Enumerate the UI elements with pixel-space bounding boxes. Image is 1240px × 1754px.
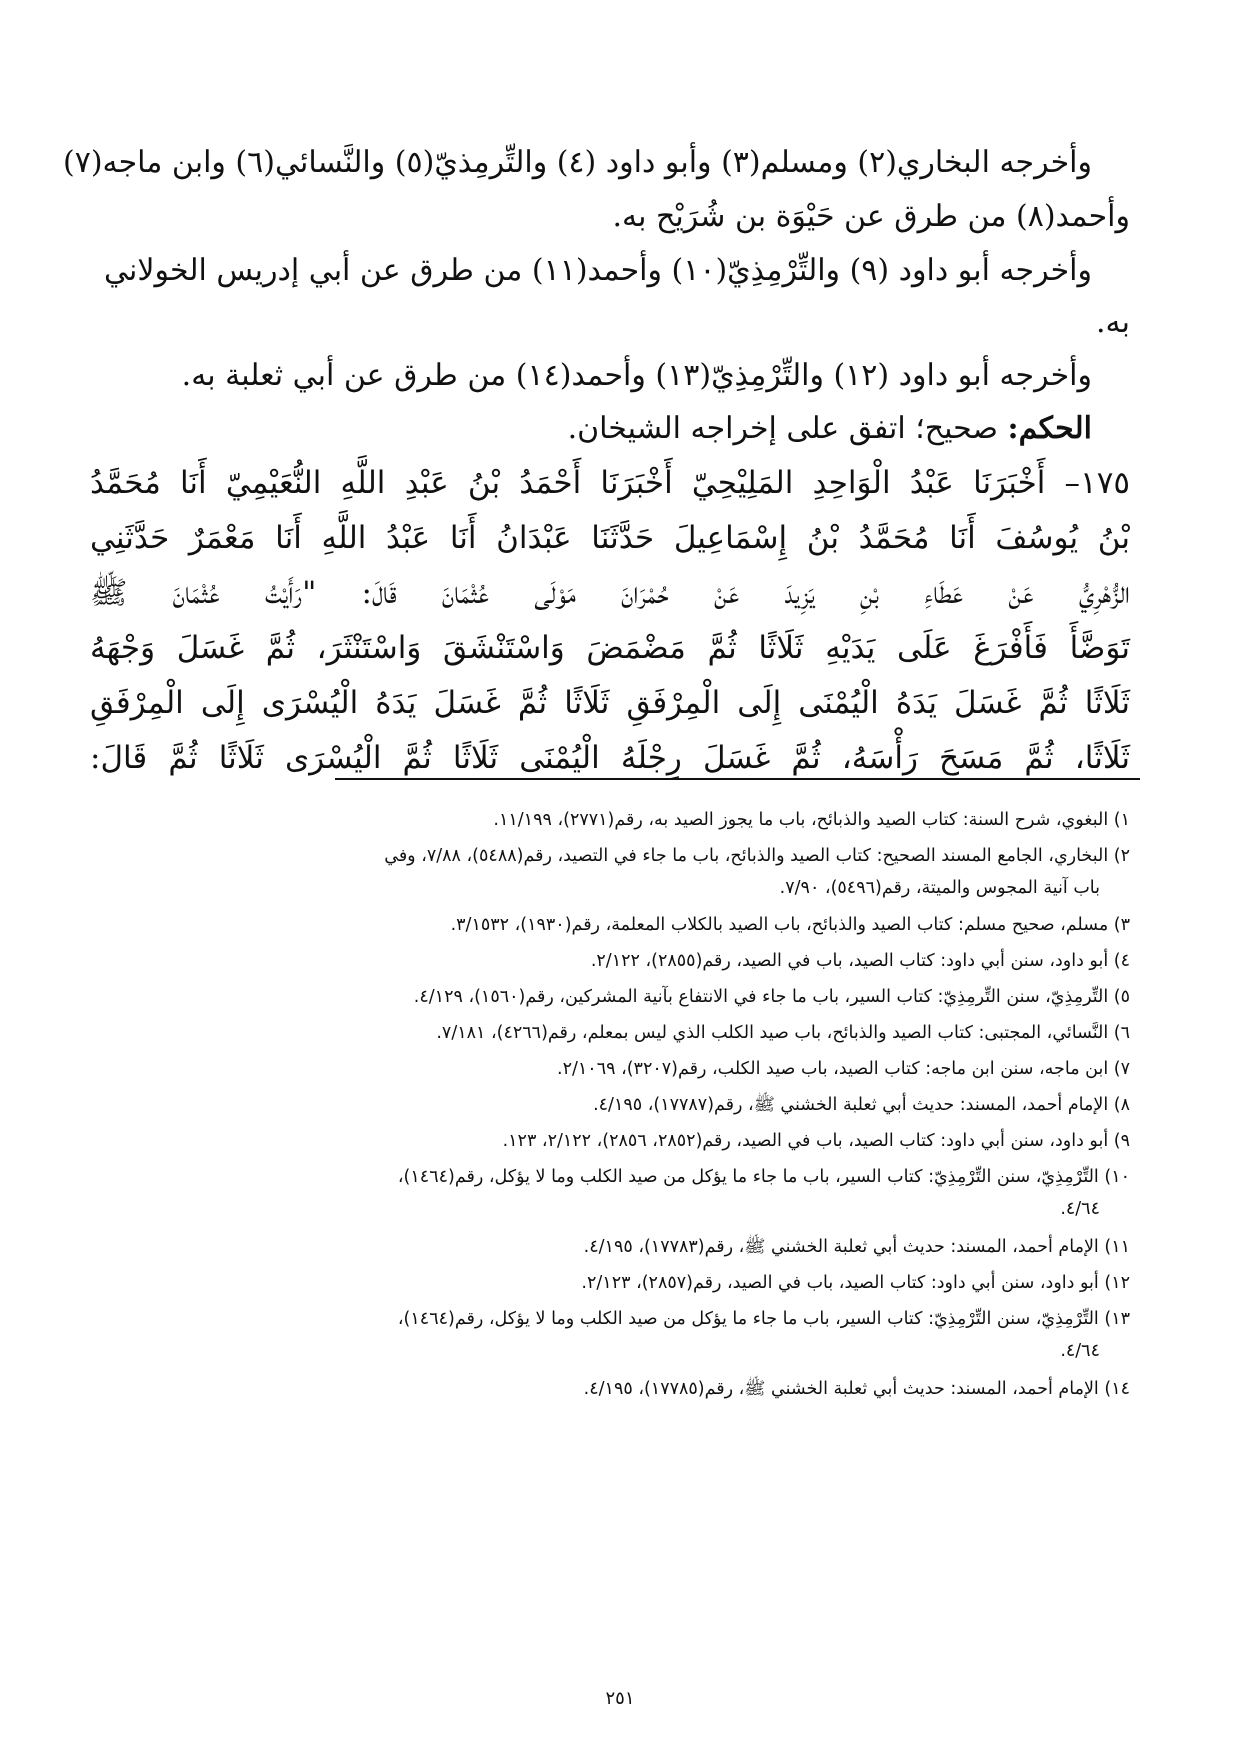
hadith-line: الزُّهْرِيُّ عَنْ عَطَاءِ بْنِ يَزِيدَ عَنْ حُمْرَانَ مَوْلَى عُثْمَانَ قَالَ: "رَأَيْتُ عُثْمَانَ ﷺ — [90, 575, 1130, 611]
footnote: ٩) أبو داود، سنن أبي داود: كتاب الصيد، باب في الصيد، رقم(٢٨٥٢، ٢٨٥٦)، ٢/١٢٢، ١٢٣. — [502, 1131, 1130, 1151]
footnote: ٢) البخاري، الجامع المسند الصحيح: كتاب الصيد والذبائح، باب ما جاء في التصيد، رقم(٥٤٨٨)، ٧/٨٨، وفي — [384, 846, 1130, 866]
footnote: ٧) ابن ماجه، سنن ابن ماجه: كتاب الصيد، باب صيد الكلب، رقم(٣٢٠٧)، ٢/١٠٦٩. — [557, 1059, 1130, 1079]
ruling-label: الحكم: — [1007, 411, 1092, 446]
hadith-line: ثَلَاثًا، ثُمَّ مَسَحَ رَأْسَهُ، ثُمَّ غَسَلَ رِجْلَهُ الْيُمْنَى ثَلَاثًا ثُمَّ الْيُسْرَى ثَلَاثًا ثُمَّ قَالَ: — [90, 740, 1130, 776]
footnote: ١٣) التِّرْمِذِيّ، سنن التِّرْمِذِيّ: كتاب السير، باب ما جاء ما يؤكل من صيد الكلب وما لا يؤكل، رقم(١٤٦٤)، — [397, 1309, 1130, 1329]
ruling-line — [90, 401, 1130, 457]
footnote-continuation: ٤/٦٤. — [1060, 1341, 1100, 1361]
footnote-continuation: ٤/٦٤. — [1060, 1199, 1100, 1219]
footnote: ٤) أبو داود، سنن أبي داود: كتاب الصيد، باب في الصيد، رقم(٢٨٥٥)، ٢/١٢٢. — [590, 951, 1130, 971]
footnote: ١٤) الإمام أحمد، المسند: حديث أبي ثعلبة الخشني ﷺ، رقم(١٧٧٨٥)، ٤/١٩٥. — [583, 1379, 1130, 1399]
hadith-line: ١٧٥– أَخْبَرَنَا عَبْدُ الْوَاحِدِ المَلِيْحِيّ أَخْبَرَنَا أَحْمَدُ بْنُ عَبْدِ اللَّهِ النُّعَيْمِيّ أَنَا مُحَمَّدُ — [90, 465, 1130, 501]
footnote-continuation: باب آنية المجوس والميتة، رقم(٥٤٩٦)، ٧/٩٠. — [779, 878, 1100, 898]
footnote: ٦) النَّسائي، المجتبى: كتاب الصيد والذبائح، باب صيد الكلب الذي ليس بمعلم، رقم(٤٢٦٦)، ٧/١٨١. — [436, 1023, 1130, 1043]
page-number: ٢٥١ — [605, 1688, 635, 1709]
footnote: ١٢) أبو داود، سنن أبي داود: كتاب الصيد، باب في الصيد، رقم(٢٨٥٧)، ٢/١٢٣. — [581, 1273, 1130, 1293]
takhrij-paragraph-3: وأخرجه أبو داود (١٢) والتِّرْمِذِيّ(١٣) وأحمد(١٤) من طرق عن أبي ثعلبة به. — [181, 358, 1092, 393]
footnote: ١١) الإمام أحمد، المسند: حديث أبي ثعلبة الخشني ﷺ، رقم(١٧٧٨٣)، ٤/١٩٥. — [583, 1237, 1130, 1257]
footnote: ٥) التِّرمِذِيّ، سنن التِّرمِذِيّ: كتاب السير، باب ما جاء في الانتفاع بآنية المشركين، رقم(١٥٦٠)، ٤/١٢٩. — [413, 987, 1130, 1007]
hadith-line: ثَلَاثًا ثُمَّ غَسَلَ يَدَهُ الْيُمْنَى إِلَى الْمِرْفَقِ ثَلَاثًا ثُمَّ غَسَلَ يَدَهُ الْيُسْرَى إِلَى الْمِرْفَقِ — [90, 685, 1130, 721]
takhrij-paragraph-2-line-2: به. — [1096, 305, 1130, 340]
footnote: ٣) مسلم، صحيح مسلم: كتاب الصيد والذبائح، باب الصيد بالكلاب المعلمة، رقم(١٩٣٠)، ٣/١٥٣٢. — [450, 915, 1130, 935]
hadith-line: بْنُ يُوسُفَ أَنَا مُحَمَّدُ بْنُ إِسْمَاعِيلَ حَدَّثَنَا عَبْدَانُ أَنَا عَبْدُ اللَّهِ أَنَا مَعْمَرٌ حَدَّثَنِي — [90, 520, 1130, 556]
footnote: ١٠) التِّرْمِذِيّ، سنن التِّرْمِذِيّ: كتاب السير، باب ما جاء ما يؤكل من صيد الكلب وما لا يؤكل، رقم(١٤٦٤)، — [397, 1167, 1130, 1187]
footnote: ٨) الإمام أحمد، المسند: حديث أبي ثعلبة الخشني ﷺ، رقم(١٧٧٨٧)، ٤/١٩٥. — [593, 1095, 1130, 1115]
takhrij-paragraph-2-line-1: وأخرجه أبو داود (٩) والتِّرْمِذِيّ(١٠) وأحمد(١١) من طرق عن أبي إدريس الخولاني — [104, 253, 1092, 288]
ruling-text: صحيح؛ اتفق على إخراجه الشيخان. — [567, 411, 1008, 446]
footnote: ١) البغوي، شرح السنة: كتاب الصيد والذبائح، باب ما يجوز الصيد به، رقم(٢٧٧١)، ١١/١٩٩. — [493, 810, 1130, 830]
takhrij-paragraph-1-line-1: وأخرجه البخاري(٢) ومسلم(٣) وأبو داود (٤) والتِّرمِذيّ(٥) والنَّسائي(٦) وابن ماجه(٧) — [62, 145, 1092, 180]
footnote-divider — [335, 778, 1140, 780]
hadith-line: تَوَضَّأَ فَأَفْرَغَ عَلَى يَدَيْهِ ثَلَاثًا ثُمَّ مَضْمَضَ وَاسْتَنْشَقَ وَاسْتَنْثَرَ، ثُمَّ غَسَلَ وَجْهَهُ — [90, 630, 1130, 666]
takhrij-paragraph-1-line-2: وأحمد(٨) من طرق عن حَيْوَة بن شُرَيْح به. — [612, 199, 1130, 234]
